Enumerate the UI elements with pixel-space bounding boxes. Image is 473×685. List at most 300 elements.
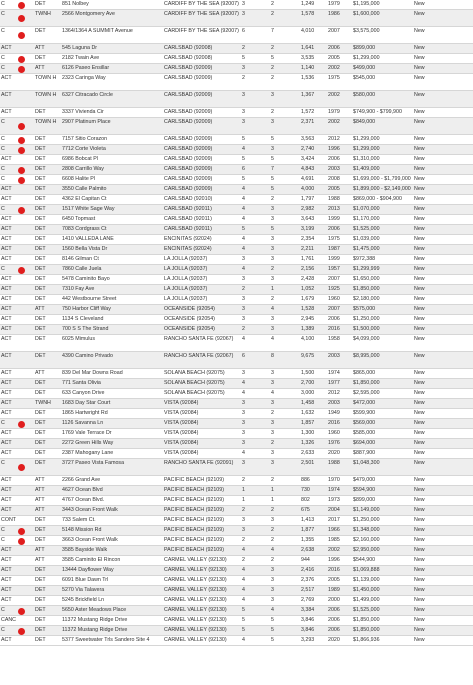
table-row (0, 235, 473, 245)
city-cell: RANCHO SANTA FE (92091) (164, 460, 234, 466)
year-built-cell: 2003 (328, 353, 340, 359)
property-type-cell: ATT (35, 557, 45, 563)
address-cell: 3550 Calle Palmito (62, 186, 107, 192)
beds-cell: 4 (242, 450, 245, 456)
beds-cell: 3 (242, 460, 245, 466)
address-cell: 3727 Paseo Vista Famosa (62, 460, 125, 466)
beds-cell: 4 (242, 380, 245, 386)
sqft-cell: 1,641 (301, 45, 315, 51)
table-row (0, 185, 473, 195)
status-cell: C (1, 166, 5, 172)
price-cell: $4,099,000 (353, 336, 380, 342)
property-type-cell: ATT (35, 477, 45, 483)
price-cell: $1,500,000 (353, 326, 380, 332)
price-cell: $599,900 (353, 410, 376, 416)
year-built-cell: 2012 (328, 390, 340, 396)
year-built-cell: 2002 (328, 65, 340, 71)
table-row (0, 636, 473, 646)
price-cell: $972,388 (353, 256, 376, 262)
year-built-cell: 2005 (328, 55, 340, 61)
status-cell: C (1, 65, 5, 71)
baths-cell: 3 (271, 236, 274, 242)
beds-cell: 2 (242, 507, 245, 513)
table-row (0, 285, 473, 295)
price-cell: $1,039,000 (353, 236, 380, 242)
property-type-cell: DET (35, 146, 46, 152)
baths-cell: 3 (271, 577, 274, 583)
beds-cell: 3 (242, 119, 245, 125)
baths-cell: 2 (271, 45, 274, 51)
address-cell: 7083 Cordgrass Ct (62, 226, 107, 232)
property-type-cell: DET (35, 597, 46, 603)
remark-cell: New (414, 45, 425, 51)
address-cell: 1126 Savanna Ln (62, 420, 104, 426)
property-type-cell: TOWN H (35, 75, 57, 81)
beds-cell: 3 (242, 296, 245, 302)
sqft-cell: 1,578 (301, 11, 315, 17)
year-built-cell: 1979 (328, 1, 340, 7)
sqft-cell: 1,249 (301, 1, 315, 7)
status-cell: C (1, 206, 5, 212)
baths-cell: 8 (271, 353, 274, 359)
city-cell: PACIFIC BEACH (92109) (164, 477, 224, 483)
price-cell: $1,299,000 (353, 146, 380, 152)
property-type-cell: DET (35, 186, 46, 192)
status-cell: C (1, 119, 5, 125)
year-built-cell: 2006 (328, 156, 340, 162)
address-cell: 5245 Brickfield Ln (62, 597, 105, 603)
status-cell: ACT (1, 186, 12, 192)
sqft-cell: 730 (301, 487, 310, 493)
remark-cell: New (414, 146, 425, 152)
address-cell: 2808 Carrillo Way (62, 166, 104, 172)
year-built-cell: 1996 (328, 146, 340, 152)
status-cell: C (1, 55, 5, 61)
property-type-cell: TOWN H (35, 119, 57, 125)
status-cell: ACT (1, 487, 12, 493)
baths-cell: 3 (271, 370, 274, 376)
status-cell: ACT (1, 246, 12, 252)
address-cell: 733 Salem Ct. (62, 517, 96, 523)
remark-cell: New (414, 296, 425, 302)
city-cell: CARMEL VALLEY (92130) (164, 597, 227, 603)
address-cell: 3443 Ocean Front Walk (62, 507, 118, 513)
table-row (0, 389, 473, 399)
beds-cell: 2 (242, 45, 245, 51)
year-built-cell: 2004 (328, 507, 340, 513)
sqft-cell: 1,877 (301, 527, 315, 533)
baths-cell: 5 (271, 55, 274, 61)
beds-cell: 4 (242, 547, 245, 553)
city-cell: VISTA (92084) (164, 400, 199, 406)
year-built-cell: 1975 (328, 75, 340, 81)
sqft-cell: 1,679 (301, 296, 315, 302)
address-cell: 633 Canyon Drive (62, 390, 105, 396)
baths-cell: 2 (271, 109, 274, 115)
price-cell: $1,170,000 (353, 216, 380, 222)
status-cell: C (1, 627, 5, 633)
sqft-cell: 2,501 (301, 460, 315, 466)
address-cell: 7712 Corte Violeta (62, 146, 106, 152)
remark-cell: New (414, 627, 425, 633)
red-dot-icon (18, 267, 25, 274)
remark-cell: New (414, 547, 425, 553)
remark-cell: New (414, 166, 425, 172)
red-dot-icon (18, 464, 25, 471)
sqft-cell: 944 (301, 557, 310, 563)
sqft-cell: 4,100 (301, 336, 315, 342)
table-row (0, 596, 473, 606)
year-built-cell: 2006 (328, 226, 340, 232)
city-cell: CARLSBAD (92011) (164, 216, 212, 222)
status-cell: ACT (1, 316, 12, 322)
address-cell: 771 Santa Olivia (62, 380, 101, 386)
beds-cell: 6 (242, 353, 245, 359)
red-dot-icon (18, 123, 25, 130)
year-built-cell: 1989 (328, 587, 340, 593)
sqft-cell: 2,354 (301, 236, 315, 242)
city-cell: VISTA (92084) (164, 440, 199, 446)
address-cell: 839 Del Mar Downs Road (62, 370, 123, 376)
baths-cell: 5 (271, 136, 274, 142)
address-cell: 11372 Mustang Ridge Drive (62, 617, 128, 623)
sqft-cell: 1,458 (301, 400, 315, 406)
address-cell: 2566 Montgomery Ave (62, 11, 115, 17)
sqft-cell: 1,536 (301, 75, 315, 81)
city-cell: CARLSBAD (92009) (164, 75, 213, 81)
city-cell: CARLSBAD (92009) (164, 146, 213, 152)
address-cell: 2387 Mahogany Lane (62, 450, 114, 456)
address-cell: 6986 Bobcat Pl (62, 156, 98, 162)
price-cell: $2,950,000 (353, 547, 380, 553)
table-row (0, 496, 473, 506)
year-built-cell: 1996 (328, 557, 340, 563)
beds-cell: 4 (242, 577, 245, 583)
city-cell: CARMEL VALLEY (92130) (164, 637, 227, 643)
year-built-cell: 2006 (328, 617, 340, 623)
baths-cell: 1 (271, 286, 274, 292)
status-cell: ACT (1, 75, 12, 81)
year-built-cell: 2017 (328, 517, 340, 523)
baths-cell: 5 (271, 176, 274, 182)
sqft-cell: 1,140 (301, 65, 315, 71)
remark-cell: New (414, 92, 425, 98)
property-type-cell: DET (35, 617, 46, 623)
table-row (0, 526, 473, 536)
beds-cell: 4 (242, 196, 245, 202)
address-cell: 750 Harbor Cliff Way (62, 306, 111, 312)
table-row (0, 155, 473, 165)
baths-cell: 3 (271, 216, 274, 222)
city-cell: CARLSBAD (92009) (164, 65, 213, 71)
price-cell: $1,250,000 (353, 316, 380, 322)
baths-cell: 3 (271, 420, 274, 426)
city-cell: SOLANA BEACH (92075) (164, 380, 225, 386)
address-cell: 4627 Ocean Blvd (62, 487, 103, 493)
year-built-cell: 1958 (328, 336, 340, 342)
sqft-cell: 4,691 (301, 176, 315, 182)
address-cell: 5377 Sweetwater Trls Sandero Site 4 (62, 637, 150, 643)
red-dot-icon (18, 528, 25, 535)
address-cell: 3663 Ocean Front Walk (62, 537, 118, 543)
table-row (0, 576, 473, 586)
year-built-cell: 1925 (328, 286, 340, 292)
remark-cell: New (414, 597, 425, 603)
address-cell: 1769 Vale Terrace Dr (62, 430, 112, 436)
year-built-cell: 2006 (328, 45, 340, 51)
city-cell: VISTA (92084) (164, 410, 199, 416)
city-cell: PACIFIC BEACH (92109) (164, 497, 224, 503)
city-cell: CARMEL VALLEY (92130) (164, 617, 227, 623)
baths-cell: 3 (271, 206, 274, 212)
address-cell: 1560 Bella Vista Dr (62, 246, 108, 252)
remark-cell: New (414, 246, 425, 252)
sqft-cell: 3,846 (301, 617, 315, 623)
property-type-cell: DET (35, 206, 46, 212)
year-built-cell: 1970 (328, 477, 340, 483)
price-cell: $1,409,000 (353, 166, 380, 172)
status-cell: ACT (1, 256, 12, 262)
sqft-cell: 1,797 (301, 196, 315, 202)
sqft-cell: 3,535 (301, 55, 315, 61)
price-cell: $1,139,000 (353, 577, 380, 583)
baths-cell: 1 (271, 497, 274, 503)
city-cell: CARMEL VALLEY (92130) (164, 577, 227, 583)
city-cell: CARMEL VALLEY (92130) (164, 607, 227, 613)
baths-cell: 2 (271, 440, 274, 446)
status-cell: ACT (1, 156, 12, 162)
beds-cell: 4 (242, 206, 245, 212)
price-cell: $1,525,000 (353, 226, 380, 232)
table-row (0, 108, 473, 118)
city-cell: CARLSBAD (92009) (164, 166, 213, 172)
year-built-cell: 1966 (328, 527, 340, 533)
sqft-cell: 1,052 (301, 286, 315, 292)
address-cell: 442 Westbourne Street (62, 296, 117, 302)
beds-cell: 4 (242, 567, 245, 573)
city-cell: ENCINITAS (92024) (164, 236, 212, 242)
red-dot-icon (18, 66, 25, 73)
sqft-cell: 3,846 (301, 627, 315, 633)
city-cell: OCEANSIDE (92054) (164, 316, 215, 322)
property-type-cell: DET (35, 109, 46, 115)
address-cell: 4362 El Capitan Ct (62, 196, 107, 202)
red-dot-icon (18, 608, 25, 615)
year-built-cell: 1985 (328, 537, 340, 543)
price-cell: $580,000 (353, 92, 376, 98)
price-cell: $544,900 (353, 557, 376, 563)
beds-cell: 4 (242, 146, 245, 152)
property-type-cell: DET (35, 637, 46, 643)
address-cell: 545 Laguna Dr (62, 45, 98, 51)
price-cell: $1,525,000 (353, 607, 380, 613)
sqft-cell: 1,389 (301, 326, 315, 332)
beds-cell: 3 (242, 65, 245, 71)
table-row (0, 556, 473, 566)
beds-cell: 3 (242, 440, 245, 446)
table-row (0, 476, 473, 486)
table-row (0, 419, 473, 429)
remark-cell: New (414, 517, 425, 523)
table-row (0, 429, 473, 439)
price-cell: $3,575,000 (353, 28, 380, 34)
status-cell: ACT (1, 370, 12, 376)
price-cell: $1,070,000 (353, 206, 380, 212)
address-cell: 851 Nolbey (62, 1, 89, 7)
remark-cell: New (414, 176, 425, 182)
beds-cell: 2 (242, 75, 245, 81)
beds-cell: 5 (242, 617, 245, 623)
remark-cell: New (414, 587, 425, 593)
remark-cell: New (414, 186, 425, 192)
address-cell: 3585 Caminito El Rincon (62, 557, 121, 563)
city-cell: LA JOLLA (92037) (164, 286, 208, 292)
property-type-cell: DET (35, 176, 46, 182)
status-cell: ACT (1, 216, 12, 222)
sqft-cell: 4,843 (301, 166, 315, 172)
remark-cell: New (414, 119, 425, 125)
status-cell: ACT (1, 196, 12, 202)
city-cell: CARMEL VALLEY (92130) (164, 587, 227, 593)
sqft-cell: 1,326 (301, 440, 315, 446)
address-cell: 2907 Platinum Place (62, 119, 111, 125)
sqft-cell: 2,211 (301, 246, 314, 252)
status-cell: ACT (1, 567, 12, 573)
price-cell: $2,180,000 (353, 296, 380, 302)
year-built-cell: 2012 (328, 136, 340, 142)
year-built-cell: 1975 (328, 236, 340, 242)
price-cell: $1,850,000 (353, 627, 380, 633)
status-cell: ACT (1, 410, 12, 416)
status-cell: ACT (1, 306, 12, 312)
address-cell: 5650 Aster Meadows Place (62, 607, 127, 613)
red-dot-icon (18, 628, 25, 635)
status-cell: ACT (1, 400, 12, 406)
property-type-cell: DET (35, 527, 46, 533)
table-row (0, 275, 473, 285)
city-cell: ENCINITAS (92024) (164, 246, 212, 252)
table-row (0, 44, 473, 54)
sqft-cell: 4,000 (301, 186, 315, 192)
table-row (0, 265, 473, 275)
baths-cell: 3 (271, 316, 274, 322)
red-dot-icon (18, 177, 25, 184)
property-type-cell: DET (35, 627, 46, 633)
year-built-cell: 1960 (328, 296, 340, 302)
status-cell: ACT (1, 276, 12, 282)
property-type-cell: DET (35, 567, 46, 573)
baths-cell: 3 (271, 119, 274, 125)
remark-cell: New (414, 477, 425, 483)
beds-cell: 3 (242, 370, 245, 376)
red-dot-icon (18, 147, 25, 154)
baths-cell: 3 (271, 276, 274, 282)
status-cell: ACT (1, 507, 12, 513)
price-cell: $1,250,000 (353, 517, 380, 523)
city-cell: SOLANA BEACH (92075) (164, 370, 225, 376)
remark-cell: New (414, 637, 425, 643)
property-type-cell: DET (35, 587, 46, 593)
city-cell: VISTA (92084) (164, 420, 199, 426)
city-cell: CARLSBAD (92009) (164, 92, 213, 98)
table-row (0, 91, 473, 108)
status-cell: ACT (1, 45, 12, 51)
remark-cell: New (414, 65, 425, 71)
remark-cell: New (414, 1, 425, 7)
baths-cell: 2 (271, 527, 274, 533)
sqft-cell: 2,740 (301, 146, 315, 152)
year-built-cell: 1999 (328, 256, 340, 262)
status-cell: C (1, 11, 5, 17)
price-cell: $585,000 (353, 430, 376, 436)
property-type-cell: DET (35, 156, 46, 162)
city-cell: LA JOLLA (92037) (164, 256, 208, 262)
beds-cell: 5 (242, 226, 245, 232)
table-row (0, 606, 473, 616)
table-row (0, 352, 473, 369)
year-built-cell: 2007 (328, 276, 340, 282)
table-row (0, 379, 473, 389)
beds-cell: 4 (242, 597, 245, 603)
remark-cell: New (414, 156, 425, 162)
property-type-cell: DET (35, 450, 46, 456)
address-cell: 13444 Dayflower Way (62, 567, 114, 573)
property-type-cell: DET (35, 196, 46, 202)
remark-cell: New (414, 527, 425, 533)
table-row (0, 399, 473, 409)
property-type-cell: DET (35, 537, 46, 543)
table-row (0, 118, 473, 135)
table-row (0, 586, 473, 596)
price-cell: $1,850,000 (353, 286, 380, 292)
sqft-cell: 3,293 (301, 637, 315, 643)
sqft-cell: 675 (301, 507, 310, 513)
address-cell: 5148 Mission Rd (62, 527, 102, 533)
status-cell: ACT (1, 547, 12, 553)
beds-cell: 3 (242, 517, 245, 523)
address-cell: 4390 Camino Privado (62, 353, 113, 359)
price-cell: $569,000 (353, 420, 376, 426)
beds-cell: 5 (242, 156, 245, 162)
year-built-cell: 2016 (328, 326, 340, 332)
property-type-cell: ATT (35, 547, 45, 553)
price-cell: $1,450,000 (353, 587, 380, 593)
price-cell: $499,000 (353, 65, 376, 71)
baths-cell: 7 (271, 28, 274, 34)
year-built-cell: 2020 (328, 450, 340, 456)
table-row (0, 305, 473, 315)
price-cell: $575,000 (353, 306, 376, 312)
beds-cell: 5 (242, 176, 245, 182)
baths-cell: 2 (271, 65, 274, 71)
remark-cell: New (414, 236, 425, 242)
year-built-cell: 2007 (328, 306, 340, 312)
beds-cell: 3 (242, 527, 245, 533)
remark-cell: New (414, 370, 425, 376)
price-cell: $1,195,000 (353, 1, 380, 7)
price-cell: $899,000 (353, 497, 376, 503)
status-cell: C (1, 420, 5, 426)
price-cell: $1,650,000 (353, 276, 380, 282)
year-built-cell: 1957 (328, 266, 340, 272)
property-type-cell: DET (35, 410, 46, 416)
remark-cell: New (414, 326, 425, 332)
price-cell: $1,310,000 (353, 156, 380, 162)
sqft-cell: 2,700 (301, 380, 315, 386)
table-row (0, 369, 473, 379)
baths-cell: 3 (271, 460, 274, 466)
baths-cell: 4 (271, 390, 274, 396)
